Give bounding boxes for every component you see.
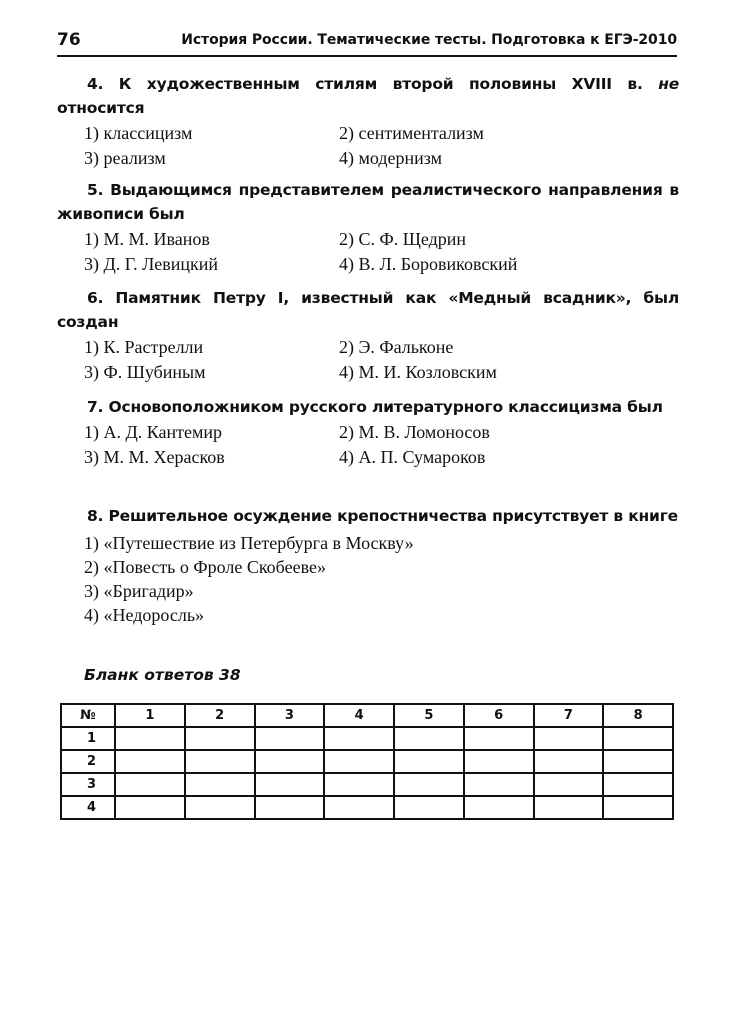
answer-cell[interactable] bbox=[603, 773, 673, 796]
option: 2) С. Ф. Щедрин bbox=[339, 229, 467, 249]
option: 2) сентиментализм bbox=[339, 123, 484, 143]
option: 1) А. Д. Кантемир bbox=[84, 422, 223, 442]
question-5 bbox=[57, 178, 679, 274]
answer-cell[interactable] bbox=[534, 750, 604, 773]
answer-cell[interactable] bbox=[464, 796, 534, 819]
option: 3) реализм bbox=[84, 148, 166, 168]
question-text bbox=[57, 72, 679, 120]
answer-cell[interactable] bbox=[255, 796, 325, 819]
option: 1) «Путешествие из Петербурга в Москву» bbox=[84, 533, 414, 553]
column-header: 6 bbox=[464, 704, 534, 727]
running-title: История России. Тематические тесты. Подготовка к ЕГЭ-2010 bbox=[181, 32, 677, 48]
answer-cell[interactable] bbox=[324, 750, 394, 773]
answer-sheet-table bbox=[60, 703, 674, 820]
question-number: 5. bbox=[87, 181, 104, 199]
answer-cell[interactable] bbox=[185, 773, 255, 796]
table-row bbox=[61, 773, 673, 796]
question-text bbox=[57, 178, 679, 226]
column-header: 2 bbox=[185, 704, 255, 727]
answer-cell[interactable] bbox=[324, 796, 394, 819]
header-divider bbox=[57, 55, 677, 57]
row-header: 3 bbox=[61, 773, 115, 796]
answer-cell[interactable] bbox=[534, 773, 604, 796]
answer-cell[interactable] bbox=[394, 773, 464, 796]
column-header: 3 bbox=[255, 704, 325, 727]
question-text-part: Памятник Петру I, известный как «Медный всадник», был создан bbox=[57, 289, 680, 331]
answer-cell[interactable] bbox=[255, 773, 325, 796]
question-text bbox=[57, 395, 679, 419]
option: 3) М. М. Херасков bbox=[84, 447, 225, 467]
answer-cell[interactable] bbox=[464, 773, 534, 796]
answer-cell[interactable] bbox=[324, 773, 394, 796]
answer-cell[interactable] bbox=[394, 727, 464, 750]
option: 1) М. М. Иванов bbox=[84, 229, 210, 249]
option: 3) «Бригадир» bbox=[84, 581, 194, 601]
question-6 bbox=[57, 286, 680, 382]
column-header: 4 bbox=[324, 704, 394, 727]
question-emphasis: не bbox=[658, 75, 680, 93]
answer-options bbox=[57, 531, 679, 627]
question-8 bbox=[57, 504, 679, 627]
option: 1) классицизм bbox=[84, 123, 193, 143]
answer-cell[interactable] bbox=[394, 750, 464, 773]
question-number: 7. bbox=[87, 398, 104, 416]
answer-sheet-title: Бланк ответов 38 bbox=[84, 666, 241, 684]
column-header: 5 bbox=[394, 704, 464, 727]
answer-cell[interactable] bbox=[464, 727, 534, 750]
row-header: 2 bbox=[61, 750, 115, 773]
answer-cell[interactable] bbox=[115, 773, 185, 796]
answer-cell[interactable] bbox=[255, 727, 325, 750]
page-header bbox=[57, 30, 677, 56]
option: 3) Ф. Шубиным bbox=[84, 362, 206, 382]
option: 4) В. Л. Боровиковский bbox=[339, 254, 518, 274]
question-text-part: Выдающимся представителем реалистического направления в живописи был bbox=[57, 181, 679, 223]
answer-cell[interactable] bbox=[394, 796, 464, 819]
option: 1) К. Растрелли bbox=[84, 337, 204, 357]
page-number: 76 bbox=[57, 30, 81, 50]
question-text-part: Основоположником русского литературного классицизма был bbox=[108, 398, 663, 416]
question-4 bbox=[57, 72, 680, 168]
column-header: 8 bbox=[603, 704, 673, 727]
question-number: 8. bbox=[87, 507, 104, 525]
column-header: № bbox=[61, 704, 115, 727]
question-text-part: Решительное осуждение крепостничества присутствует в книге bbox=[108, 507, 678, 525]
question-number: 4. bbox=[87, 75, 104, 93]
option: 2) Э. Фальконе bbox=[339, 337, 454, 357]
question-text-part: относится bbox=[57, 99, 145, 117]
option: 2) «Повесть о Фроле Скобееве» bbox=[84, 557, 326, 577]
answer-cell[interactable] bbox=[255, 750, 325, 773]
table-row bbox=[61, 750, 673, 773]
answer-cell[interactable] bbox=[464, 750, 534, 773]
answer-cell[interactable] bbox=[185, 750, 255, 773]
table-row bbox=[61, 727, 673, 750]
question-text-part: К художественным стилям второй половины XVIII в. bbox=[118, 75, 643, 93]
option: 4) «Недоросль» bbox=[84, 605, 205, 625]
answer-cell[interactable] bbox=[603, 727, 673, 750]
question-number: 6. bbox=[87, 289, 104, 307]
answer-cell[interactable] bbox=[185, 796, 255, 819]
option: 3) Д. Г. Левицкий bbox=[84, 254, 218, 274]
answer-cell[interactable] bbox=[534, 727, 604, 750]
answer-cell[interactable] bbox=[324, 727, 394, 750]
answer-cell[interactable] bbox=[603, 796, 673, 819]
answer-cell[interactable] bbox=[185, 727, 255, 750]
row-header: 4 bbox=[61, 796, 115, 819]
table-row bbox=[61, 796, 673, 819]
answer-cell[interactable] bbox=[115, 750, 185, 773]
answer-cell[interactable] bbox=[115, 727, 185, 750]
column-header: 7 bbox=[534, 704, 604, 727]
row-header: 1 bbox=[61, 727, 115, 750]
column-header: 1 bbox=[115, 704, 185, 727]
answer-cell[interactable] bbox=[534, 796, 604, 819]
answer-cell[interactable] bbox=[115, 796, 185, 819]
question-text bbox=[57, 504, 679, 528]
option: 4) модернизм bbox=[339, 148, 443, 168]
option: 4) А. П. Сумароков bbox=[339, 447, 486, 467]
answer-cell[interactable] bbox=[603, 750, 673, 773]
table-header-row bbox=[61, 704, 673, 727]
option: 4) М. И. Козловским bbox=[339, 362, 497, 382]
option: 2) М. В. Ломоносов bbox=[339, 422, 490, 442]
question-7 bbox=[57, 395, 679, 467]
question-text bbox=[57, 286, 679, 334]
